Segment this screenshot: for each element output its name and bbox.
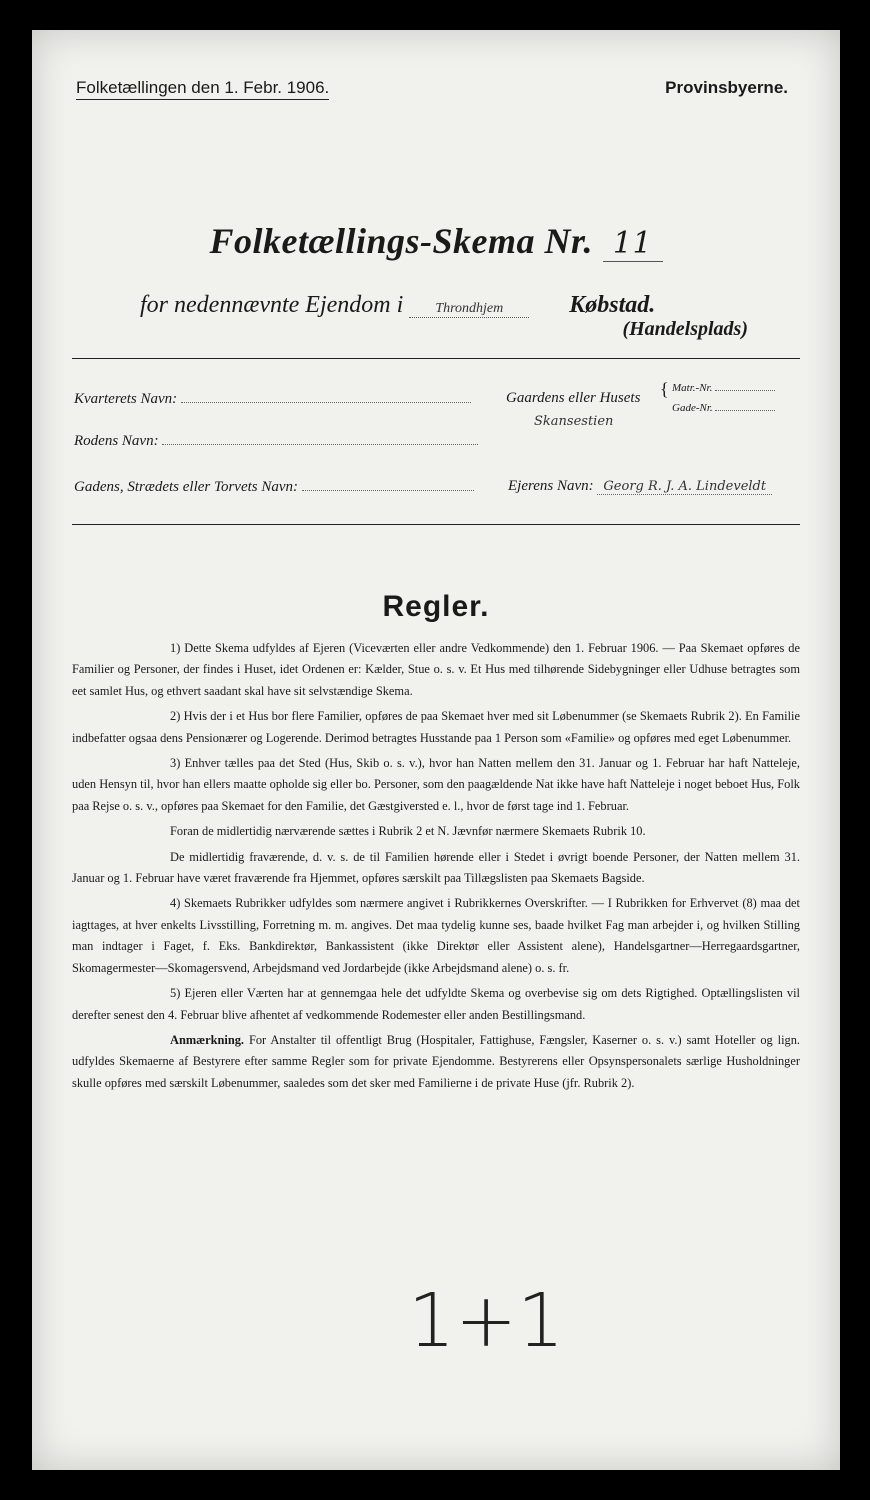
rule-1: 1) Dette Skema udfyldes af Ejeren (Viceværten eller andre Vedkommende) den 1. Februar 1906. — Paa Skemaet opføres de Familier og Personer, der findes i Huset, idet Ordenen er: Kælder, Stue o. s. v. Et Hus med tilhørende Sidebygninger eller Udhuse betragtes som eet samlet Hus, og ethvert saadant skal have sit selvstændige Skema. (72, 641, 800, 698)
gaard-label: Gaardens eller Husets (506, 390, 641, 406)
divider-bottom (72, 524, 800, 525)
kvarter-blank (181, 390, 471, 403)
header-province: Provinsbyerne. (665, 78, 788, 97)
field-gade-nr (672, 402, 775, 414)
regler-heading: Regler. (382, 590, 490, 623)
anmaerkning-text: For Anstalter til offentligt Brug (Hospitaler, Fattighuse, Fængsler, Kaserner o. s. v.) samt Hoteller og lign. udfyldes Skemaerne af Bestyrere efter samme Regler som for private Ejendomme. Bestyrerens eller Opsynspersonalets særlige Husholdninger skulle opføres med særskilt Løbenummer, saaledes som det sker med Familierne i de private Huse (jfr. Rubrik 2). (72, 1032, 800, 1090)
rule-3c: De midlertidig fraværende, d. v. s. de til Familien hørende eller i Stedet i øvrigt boende Personer, der Natten mellem 31. Januar og 1. Februar have været fraværende fra Hjemmet, opføres særskilt paa Tillægslisten paa Skemaets Bagside. (72, 849, 800, 886)
town-handwritten: Throndhjem (409, 301, 529, 318)
header-census-date: Folketællingen den 1. Febr. 1906. (76, 78, 329, 100)
ejer-handwritten: Georg R. J. A. Lindeveldt (597, 479, 772, 495)
field-matr (672, 382, 775, 394)
field-kvarter (74, 390, 471, 408)
field-gade (74, 478, 474, 496)
tally-handwritten: 1+1 (408, 1278, 565, 1364)
subtitle-prefix: for nedennævnte Ejendom i (140, 292, 404, 318)
roden-label: Rodens Navn: (74, 433, 159, 449)
subtitle-kobstad: Købstad. (569, 292, 656, 318)
anmaerkning (72, 1030, 800, 1094)
form-subtitle (140, 292, 655, 319)
divider-top (72, 358, 800, 359)
gaard-handwritten: Skansestien (534, 414, 614, 429)
form-title (32, 220, 840, 262)
form-number-handwritten: 11 (603, 226, 663, 262)
census-form-page (32, 30, 840, 1470)
gade-nr-label: Gade-Nr. (672, 402, 713, 414)
regler-body (72, 638, 800, 1098)
gade-nr-blank (715, 402, 775, 411)
subtitle-handelsplads: (Handelsplads) (622, 318, 748, 340)
rule-2: 2) Hvis der i et Hus bor flere Familier, opføres de paa Skemaet hver med sit Løbenummer (se Skemaets Rubrik 2). En Familie indbefatter ogsaa dens Pensionærer og Logerende. Derimod betragtes Husstande paa 1 Person som «Familie» og opføres med eget Løbenummer. (72, 709, 800, 745)
gade-blank (302, 478, 474, 491)
rule-5: 5) Ejeren eller Værten har at gennemgaa hele det udfyldte Skema og overbevise sig om dets Rigtighed. Optællingslisten vil derefter senest den 4. Februar blive afhentet af vedkommende Rodemester eller anden Bestillingsmand. (72, 986, 800, 1022)
gade-label: Gadens, Strædets eller Torvets Navn: (74, 479, 299, 495)
roden-blank (162, 432, 478, 445)
anmaerkning-label: Anmærkning. (170, 1032, 245, 1047)
field-gaard (506, 390, 640, 407)
rule-4: 4) Skemaets Rubrikker udfyldes som nærmere angivet i Rubrikkernes Overskrifter. — I Rubrikken for Erhvervet (8) maa det iagttages, at hver enkelts Livsstilling, Forretning m. m. angives. Det maa tydelig kunne ses, baade hvilket Fag man arbejder i, og hvilken Stilling man indtager i Faget, f. Eks. Bankdirektør, Bankassistent (ikke Direktør eller Assistent alene), Handelsgartner—Herregaardsgartner, Skomagermester—Skomagersvend, Arbejdsmand ved Jordarbejde (ikke Arbejdsmand alene) o. s. fr. (72, 896, 800, 975)
matr-label: Matr.-Nr. (672, 382, 713, 394)
matr-blank (715, 382, 775, 391)
field-ejer (508, 478, 772, 495)
rule-3: 3) Enhver tælles paa det Sted (Hus, Skib o. s. v.), hvor han Natten mellem den 31. Januar og 1. Februar har haft Natteleje, uden Hensyn til, hvor han ellers maatte opholde sig eller bo. Personer, som den paagældende Nat ikke have haft Natteleje i noget beboet Hus, Folk paa Rejse o. s. v., opføres paa Skemaet for den Familie, det Gæstgiversted e. l., hvor de først tage ind 1. Februar. (72, 756, 800, 813)
field-roden (74, 432, 478, 450)
field-matr-gade: { (660, 379, 669, 399)
rule-3b: Foran de midlertidig nærværende sættes i Rubrik 2 et N. Jævnfør nærmere Skemaets Rubrik 10. (170, 824, 646, 839)
form-title-text: Folketællings-Skema Nr. (209, 221, 594, 261)
ejer-label: Ejerens Navn: (508, 478, 594, 494)
kvarter-label: Kvarterets Navn: (74, 391, 178, 407)
